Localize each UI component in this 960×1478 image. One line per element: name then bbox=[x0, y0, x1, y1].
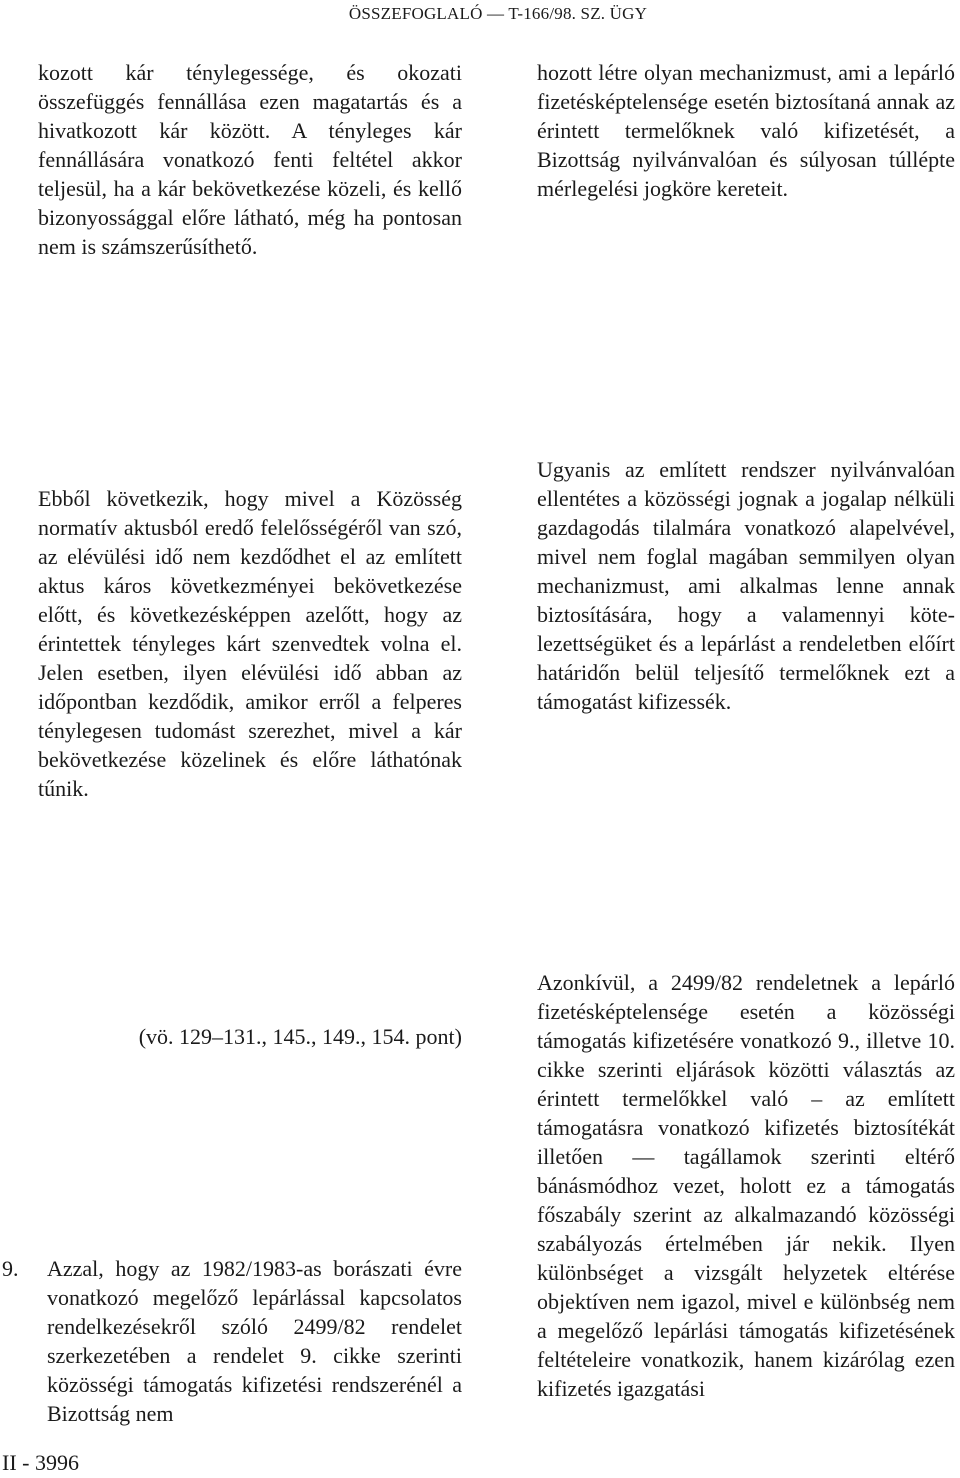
paragraph-reference: (vö. 129–131., 145., 149., 154. pont) bbox=[138, 1024, 462, 1049]
right-paragraph-1: hozott létre olyan mechanizmust, ami a lepárló fizetésképtelensége esetén biztosítaná annak az érintett termelőknek való kifizetését, a Bizottság nyilvánvalóan és súlyosan túllépte mérlegelési jogköre kereteit. bbox=[537, 60, 955, 201]
left-paragraph-2: Ebből következik, hogy mivel a Közösség normatív aktusból eredő felelősségéről van szó, az elévülési idő nem kezdődhet el az említett aktus káros következményei bekövetkezése előtt, és következésképpen azelőtt, hogy az érintettek tényleges kárt szenvedtek volna el. Jelen esetben, ilyen elévülési idő abban az időpontban kezdődik, amikor erről a felperes ténylegesen tudomást szerezhet, mivel a kár bekövetkezése közelinek és előre láthatónak tűnik. bbox=[38, 486, 462, 801]
left-paragraph-1: kozott kár ténylegessége, és okozati összefüggés fennállása ezen magatartás és a hivatkozott kár között. A tényleges kár fennállására vonatkozó fenti feltétel akkor teljesül, ha a kár bekövetkezése közeli, és kellő bizonyossággal előre látható, még ha pontosan nem is számszerűsíthető. bbox=[38, 60, 462, 259]
item-number: 9. bbox=[2, 1256, 19, 1281]
item-text: Azzal, hogy az 1982/1983-as borászati évre vonatkozó megelőző lepárlással kapcsolatos rendelkezésekről szóló 2499/82 rendelet szerkezetében a rendelet 9. cikke szerinti közösségi támogatás kifizetési rendszerénél a Bizottság nem bbox=[47, 1256, 462, 1426]
running-head: ÖSSZEFOGLALÓ — T-166/98. SZ. ÜGY bbox=[348, 4, 648, 23]
numbered-item-9 bbox=[0, 1254, 462, 1428]
page-number: II - 3996 bbox=[2, 1450, 79, 1475]
right-paragraph-2: Ugyanis az említett rendszer nyilvánvalóan ellentétes a közösségi jognak a jogalap nélküli gazdagodás tilalmára vonatkozó alapelvével, mivel nem foglal magában semmilyen olyan mechanizmust, ami alkalmas lenne annak biztosítására, hogy a valamennyi kötelezettségüket és a lepárlást a rendeletben előírt határidőn belül teljesítő termelőknek ezt a támogatást kifizessék. bbox=[537, 457, 955, 714]
right-paragraph-3: Azonkívül, a 2499/82 rendeletnek a lepárló fizetésképtelensége esetén a közösségi támogatás kifizetésére vonatkozó 9., illetve 10. cikke szerinti eljárások közötti választás az érintett termelőkkel való – az említett támogatásra vonatkozó kifizetés biztosítékát illetően — tagállamok szerinti eltérő bánásmódhoz vezet, holott ez a támogatás főszabály szerint az alkalmazandó közösségi szabályozás értelmében jár nekik. Ilyen különbséget a vizsgált helyzetek eltérése objektíven nem igazol, mivel e különbség nem a megelőző lepárlási támogatás kifizetésének feltételeire vonatkozik, hanem kizárólag ezen kifizetés igazgatási bbox=[537, 970, 955, 1401]
